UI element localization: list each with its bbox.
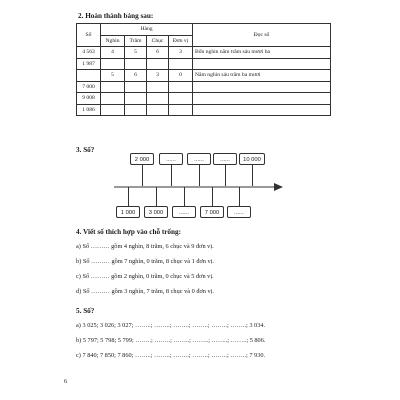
number-line <box>114 182 284 192</box>
cell-tram[interactable]: 6 <box>125 70 147 82</box>
cell-so[interactable] <box>77 70 101 82</box>
cell-nghin[interactable] <box>101 93 125 105</box>
top-box-4[interactable]: ...... <box>213 153 237 165</box>
cell-doc-so[interactable] <box>193 104 331 116</box>
exercise-5c[interactable]: c) 7 840; 7 850; 7 860; ……..; ……..; ……..; ……..; ……..; ……..; 7 930. <box>76 352 266 359</box>
bottom-box-2: 3 000 <box>144 206 168 218</box>
cell-don-vi[interactable] <box>169 104 193 116</box>
cell-so[interactable]: 4 563 <box>77 47 101 59</box>
cell-chuc[interactable] <box>147 104 169 116</box>
exercise-4d[interactable]: d) Số ……… gồm 3 nghìn, 7 trăm, 8 chục và 0 đơn vị. <box>76 288 214 295</box>
cell-doc-so[interactable] <box>193 58 331 70</box>
header-chuc: Chục <box>147 35 169 47</box>
cell-chuc[interactable]: 6 <box>147 47 169 59</box>
cell-tram[interactable] <box>125 93 147 105</box>
cell-nghin[interactable] <box>101 58 125 70</box>
cell-nghin[interactable]: 4 <box>101 47 125 59</box>
header-doc-so: Đọc số <box>193 24 331 47</box>
section-3-title: 3. Số? <box>76 146 95 154</box>
cell-so[interactable]: 1 086 <box>77 104 101 116</box>
cell-tram[interactable]: 5 <box>125 47 147 59</box>
cell-doc-so[interactable]: Bốn nghìn năm trăm sáu mươi ba <box>193 47 331 59</box>
cell-so[interactable]: 7 000 <box>77 81 101 93</box>
connector <box>212 187 213 206</box>
header-so: Số <box>77 24 101 47</box>
cell-so[interactable]: 9 008 <box>77 93 101 105</box>
bottom-box-5[interactable]: ...... <box>227 206 251 218</box>
exercise-5a[interactable]: a) 3 025; 3 026; 3 027; ……..; ……..; ……..; ……..; ……..; ……..; 3 034. <box>76 322 266 329</box>
header-tram: Trăm <box>125 35 147 47</box>
section-5-title: 5. Số? <box>76 307 95 315</box>
header-hang: Hàng <box>101 24 193 36</box>
exercise-5b[interactable]: b) 5 797; 5 798; 5 799; ……..; ……..; ……..; ……..; ……..; ……..; 5 806. <box>76 337 266 344</box>
connector <box>239 187 240 206</box>
section-2-title: 2. Hoàn thành bảng sau: <box>78 12 154 20</box>
cell-tram[interactable] <box>125 81 147 93</box>
top-box-3[interactable]: ...... <box>187 153 211 165</box>
cell-don-vi[interactable]: 0 <box>169 70 193 82</box>
table-row <box>77 104 331 116</box>
table-row <box>77 93 331 105</box>
page-number: 6 <box>64 378 68 385</box>
cell-chuc[interactable] <box>147 81 169 93</box>
exercise-4c[interactable]: c) Số ……… gồm 2 nghìn, 0 trăm, 0 chục và 5 đơn vị. <box>76 273 214 280</box>
cell-doc-so[interactable] <box>193 81 331 93</box>
connector <box>156 187 157 206</box>
cell-don-vi[interactable] <box>169 81 193 93</box>
connector <box>128 187 129 206</box>
cell-tram[interactable] <box>125 104 147 116</box>
section-4-title: 4. Viết số thích hợp vào chỗ trống: <box>76 228 182 236</box>
cell-doc-so[interactable] <box>193 93 331 105</box>
cell-chuc[interactable] <box>147 93 169 105</box>
cell-so[interactable]: 1 987 <box>77 58 101 70</box>
connector <box>184 187 185 206</box>
cell-tram[interactable] <box>125 58 147 70</box>
cell-don-vi[interactable]: 3 <box>169 47 193 59</box>
cell-chuc[interactable]: 3 <box>147 70 169 82</box>
top-box-5: 10 000 <box>239 153 265 165</box>
cell-nghin[interactable] <box>101 104 125 116</box>
exercise-4b[interactable]: b) Số ……… gồm 7 nghìn, 0 trăm, 8 chục và 1 đơn vị. <box>76 258 214 265</box>
bottom-box-1: 1 000 <box>116 206 140 218</box>
table-row <box>77 81 331 93</box>
number-table <box>76 23 331 116</box>
cell-nghin[interactable]: 5 <box>101 70 125 82</box>
cell-nghin[interactable] <box>101 81 125 93</box>
cell-chuc[interactable] <box>147 58 169 70</box>
cell-don-vi[interactable] <box>169 58 193 70</box>
top-box-1: 2 000 <box>130 153 154 165</box>
header-don-vi: Đơn vị <box>169 35 193 47</box>
cell-don-vi[interactable] <box>169 93 193 105</box>
table-row <box>77 47 331 59</box>
bottom-box-3[interactable]: ...... <box>172 206 196 218</box>
header-nghin: Nghìn <box>101 35 125 47</box>
table-row <box>77 58 331 70</box>
table-row <box>77 70 331 82</box>
cell-doc-so[interactable]: Năm nghìn sáu trăm ba mươi <box>193 70 331 82</box>
exercise-4a[interactable]: a) Số ……… gồm 4 nghìn, 8 trăm, 6 chục và 9 đơn vị. <box>76 243 214 250</box>
bottom-box-4: 7 000 <box>200 206 224 218</box>
top-box-2[interactable]: ...... <box>159 153 183 165</box>
